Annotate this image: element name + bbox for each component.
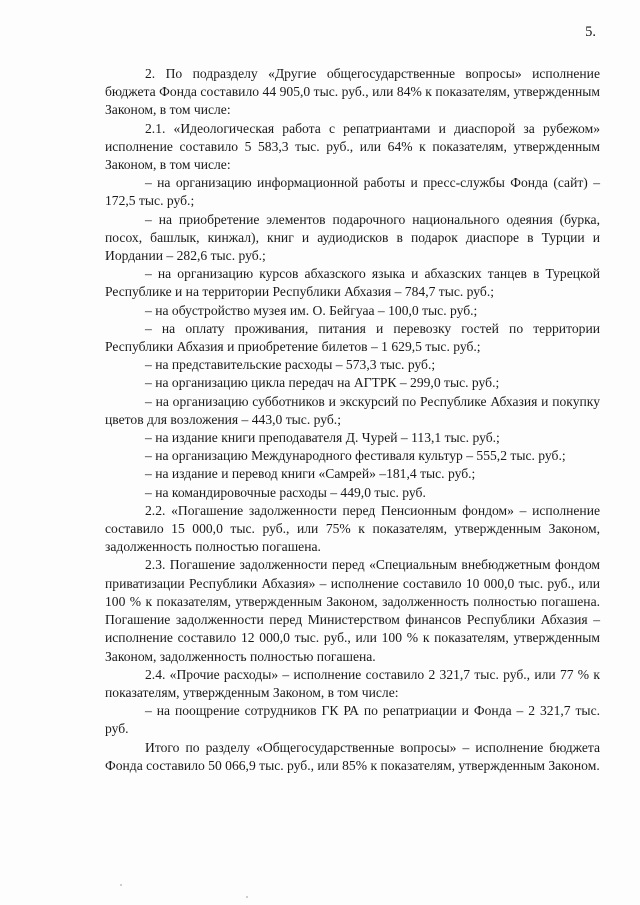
- list-item-book-churey: – на издание книги преподавателя Д. Чурей – 113,1 тыс. руб.;: [145, 430, 500, 446]
- list-item-staff-bonus: – на поощрение сотрудников ГК РА по репатриации и Фонда – 2 321,7 тыс. руб.: [105, 703, 600, 737]
- paragraph-section-total: Итого по разделу «Общегосударственные вопросы» – исполнение бюджета Фонда составило 50 066,9 тыс. руб., или 85% к показателям, утвержденным Законом.: [105, 739, 600, 773]
- paragraph-section-2-2: 2.2. «Погашение задолженности перед Пенсионным фондом» – исполнение составило 15 000,0 тыс. руб., или 75% к показателям, утвержденным Законом, задолженность полностью погашена.: [105, 502, 600, 555]
- paragraph-section-2-4: 2.4. «Прочие расходы» – исполнение составило 2 321,7 тыс. руб., или 77 % к показателям, утвержденным Законом, в том числе:: [105, 666, 600, 700]
- list-item-representation: – на представительские расходы – 573,3 тыс. руб.;: [145, 357, 436, 373]
- list-item-tv-series: – на организацию цикла передач на АГТРК – 299,0 тыс. руб.;: [145, 375, 500, 391]
- list-item-national-garments: – на приобретение элементов подарочного национального одеяния (бурка, посох, башлык, кинжал), книг и аудиодисков в подарок диаспоре в Турции и Иордании – 282,6 тыс. руб.;: [105, 211, 600, 264]
- list-item-museum: – на обустройство музея им. О. Бейгуаа – 100,0 тыс. руб.;: [145, 302, 478, 318]
- list-item-guest-accommodation: – на оплату проживания, питания и перевозку гостей по территории Республики Абхазия и приобретение билетов – 1 629,5 тыс. руб.;: [105, 320, 600, 355]
- paragraph-section-2: 2. По подразделу «Другие общегосударственные вопросы» исполнение бюджета Фонда составило 44 905,0 тыс. руб., или 84% к показателям, утвержденным Законом, в том числе:: [105, 66, 600, 118]
- list-item-travel: – на командировочные расходы – 449,0 тыс. руб.: [145, 484, 426, 500]
- paragraph-section-2-1: 2.1. «Идеологическая работа с репатриантами и диаспорой за рубежом» исполнение составило 5 583,3 тыс. руб., или 64% к показателям, утвержденным Законом, в том числе:: [105, 120, 600, 173]
- list-item-info-work: – на организацию информационной работы и пресс-службы Фонда (сайт) – 172,5 тыс. руб.;: [105, 175, 600, 209]
- document-body: [105, 65, 600, 775]
- list-item-excursions: – на организацию субботников и экскурсий по Республике Абхазия и покупку цветов для возложения – 443,0 тыс. руб.;: [105, 393, 600, 427]
- scan-speck: [246, 896, 248, 898]
- scan-speck: [120, 884, 122, 886]
- list-item-book-samrey: – на издание и перевод книги «Самрей» –181,4 тыс. руб.;: [145, 466, 476, 482]
- list-item-language-courses: – на организацию курсов абхазского языка и абхазских танцев в Турецкой Республике и на территории Республики Абхазия – 784,7 тыс. руб.;: [105, 266, 600, 300]
- page-number: 5.: [585, 24, 596, 40]
- paragraph-section-2-3: 2.3. Погашение задолженности перед «Специальным внебюджетным фондом приватизации Республики Абхазия» – исполнение составило 10 000,0 тыс. руб., или 100 % к показателям, утвержденным Законом, задолженность полностью погашена. Погашение задолженности перед Министерством финансов Республики Абхазия – исполнение составило 12 000,0 тыс. руб., или 100 % к показателям, утвержденным Законом, задолженность полностью погашена.: [105, 557, 600, 664]
- list-item-culture-festival: – на организацию Международного фестиваля культур – 555,2 тыс. руб.;: [145, 448, 566, 464]
